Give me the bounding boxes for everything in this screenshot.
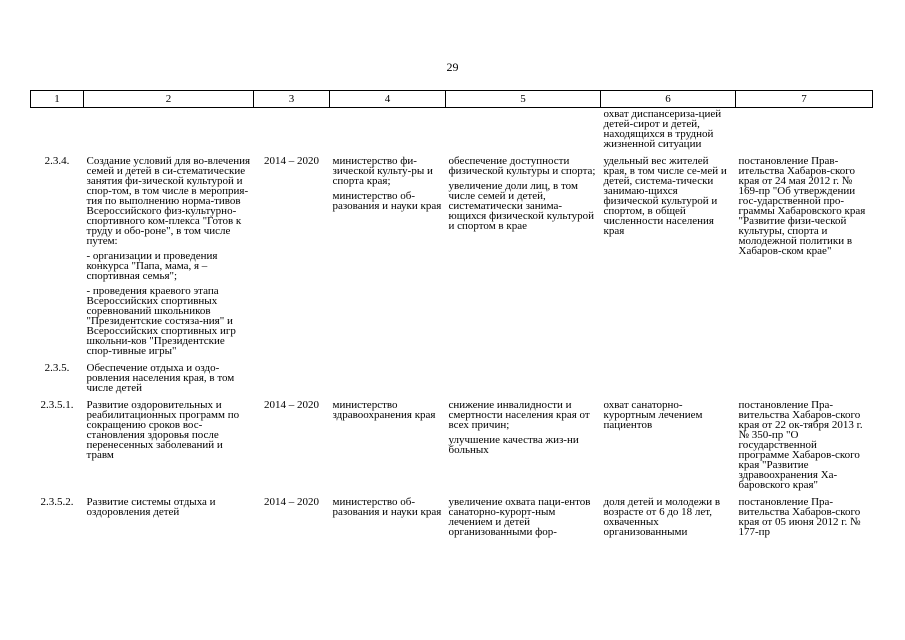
table-row [31, 398, 873, 495]
executor: министерство фи-зической культу-ры и спорта края; министерство об-разования и науки края [332, 155, 442, 212]
period: 2014 – 2020 [264, 496, 319, 508]
indicator: охват санаторно-курортным лечением пациентов [603, 399, 703, 431]
column-header: 7 [736, 91, 873, 108]
measure-name: Развитие оздоровительных и реабилитационных программ по сокращению сроков вос-становления здоровья после перенесенных заболеваний и травм [86, 399, 240, 461]
executor [330, 108, 446, 155]
period: 2014 – 2020 [264, 399, 319, 411]
measure-name: Развитие системы отдыха и оздоровления детей [86, 496, 216, 518]
expected-result: увеличение охвата паци-ентов санаторно-курорт-ным лечением и детей организованными фор- [448, 496, 591, 538]
page-number: 29 [446, 60, 459, 74]
column-header: 3 [254, 91, 330, 108]
column-header: 4 [330, 91, 446, 108]
table-row [31, 361, 873, 398]
basis-document: постановление Пра-вительства Хабаров-ского края от 05 июня 2012 г. № 177-пр [738, 496, 861, 538]
table-row [31, 495, 873, 542]
expected-result: обеспечение доступности физической культуры и спорта; увеличение доли лиц, в том числе семей и детей, систематически занима-ющихся физической культурой и спортом в крае [448, 155, 596, 232]
basis-document [736, 108, 873, 155]
executor [330, 361, 446, 398]
expected-result [446, 361, 601, 398]
column-header: 1 [31, 91, 84, 108]
column-header: 5 [446, 91, 601, 108]
period: 2014 – 2020 [264, 155, 319, 167]
period [254, 108, 330, 155]
executor: министерство об-разования и науки края [332, 496, 442, 518]
table-row [31, 108, 873, 155]
row-number: 2.3.5.1. [40, 399, 74, 411]
basis-document [736, 361, 873, 398]
expected-result [446, 108, 601, 155]
row-number: 2.3.5. [44, 362, 70, 374]
basis-document: постановление Пра-вительства Хабаров-ского края от 22 ок-тября 2013 г. № 350-пр "О государственной программе Хабаров-ского края "Развитие здравоохранения Ха-баровского края" [738, 399, 863, 491]
measure-name: Обеспечение отдыха и оздо-ровления населения края, в том числе детей [86, 362, 235, 394]
column-header: 6 [601, 91, 736, 108]
column-number-row [31, 91, 873, 108]
executor: министерство здравоохранения края [332, 399, 436, 421]
row-number: 2.3.5.2. [40, 496, 74, 508]
row-number [31, 108, 84, 155]
table-row [31, 154, 873, 361]
measure-name: Создание условий для во-влечения семей и детей в си-стематические занятия фи-зической культурой и спор-том, в том числе в мероприя-тия по выполнению норма-тивов Всероссийского физ-культурно-спортивного ком-плекса "Готов к труду и обо-роне", в том числе путем: - организации и проведения конкурса "Папа, мама, я – спортивная семья"; - проведения краевого этапа Всероссийских спортивных соревнований школьников "Президентские состяза-ния" и Всероссийских спортивных игр школьни-ков "Президентские спор-тивные игры" [86, 155, 251, 357]
indicator: доля детей и молодежи в возрасте от 6 до 18 лет, охваченных организованными [603, 496, 721, 538]
period [254, 361, 330, 398]
column-header: 2 [84, 91, 254, 108]
indicator [601, 361, 736, 398]
row-number: 2.3.4. [44, 155, 70, 167]
indicator: удельный вес жителей края, в том числе се-мей и детей, система-тически занимаю-щихся физической культурой и спортом, в общей численности населения края [603, 155, 727, 237]
measure-name [84, 108, 254, 155]
indicator: охват диспансериза-цией детей-сирот и детей, находящихся в трудной жизненной ситуации [603, 108, 722, 150]
basis-document: постановление Прав-ительства Хабаров-ского края от 24 мая 2012 г. № 169-пр "Об утверждении гос-ударственной про-граммы Хабаровского края "Развитие физи-ческой культуры, спорта и молодежной политики в Хабаров-ском крае" [738, 155, 866, 257]
expected-result: снижение инвалидности и смертности населения края от всех причин; улучшение качества жиз-ни больных [448, 399, 590, 456]
program-table [30, 90, 873, 542]
